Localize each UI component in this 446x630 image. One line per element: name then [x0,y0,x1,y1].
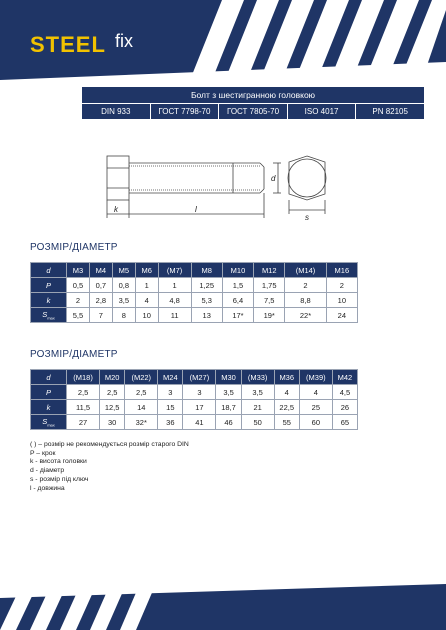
table-cell: 3,5 [216,385,241,400]
table-cell: 11 [158,308,191,323]
table-cell: 13 [191,308,222,323]
table-cell: 2 [285,278,326,293]
label-s: s [305,213,309,222]
table-row [31,308,358,323]
table-cell: 18,7 [216,400,241,415]
table-cell: 36 [158,415,183,430]
footer-band [0,584,446,630]
column-header: (M14) [285,263,326,278]
steelfix-logo [30,30,170,70]
table-cell: 21 [241,400,274,415]
table-cell: 4,8 [158,293,191,308]
table-cell: 4 [299,385,332,400]
table-cell: 26 [332,400,357,415]
label-k: k [114,205,118,214]
note-line: P – крок [30,449,56,457]
column-header: M24 [158,370,183,385]
product-title: Болт з шестигранною головкою [82,87,424,103]
table-cell: 12,5 [100,400,125,415]
table-cell: 14 [125,400,158,415]
table-cell: 11,5 [67,400,100,415]
table-cell: 22* [285,308,326,323]
corner-cell: d [31,263,67,278]
note-line: l - довжина [30,484,65,492]
column-header: M8 [191,263,222,278]
table-cell: 1 [158,278,191,293]
table-cell: 1,5 [222,278,253,293]
column-header: (M33) [241,370,274,385]
table-cell: 1,75 [254,278,285,293]
standard-label: DIN 933 [82,104,150,119]
row-label: P [31,278,67,293]
standard-label: ГОСТ 7798-70 [151,104,219,119]
standard-label: ГОСТ 7805-70 [219,104,287,119]
table-cell: 30 [100,415,125,430]
table-cell: 4,5 [332,385,357,400]
note-line: ( ) – розмір не рекомендується розмір старого DIN [30,441,189,448]
table-row [31,293,358,308]
row-label: $S_{max}$ [31,415,67,430]
column-header: (M27) [183,370,216,385]
table-row [31,415,358,430]
column-header: M10 [222,263,253,278]
table1-title: РОЗМІР/ДІАМЕТР [30,242,118,253]
table-cell: 10 [326,293,357,308]
table-cell: 41 [183,415,216,430]
footer-stripes [0,584,446,630]
table-header-row [31,263,358,278]
table-cell: 55 [274,415,299,430]
table-cell: 27 [67,415,100,430]
column-header: (M18) [67,370,100,385]
column-header: M16 [326,263,357,278]
table-cell: 0,8 [112,278,135,293]
table-cell: 2,5 [100,385,125,400]
table-cell: 2 [326,278,357,293]
table-cell: 4 [274,385,299,400]
row-label: k [31,293,67,308]
table-cell: 3,5 [241,385,274,400]
note-line: k - висота головки [30,458,87,466]
header-band [0,0,446,80]
column-header: M20 [100,370,125,385]
table-cell: 22,5 [274,400,299,415]
table-row [31,278,358,293]
table-cell: 5,3 [191,293,222,308]
table-cell: 0,5 [67,278,90,293]
column-header: (M22) [125,370,158,385]
row-label: k [31,400,67,415]
table-cell: 24 [326,308,357,323]
legend-notes [30,441,189,493]
table-cell: 3 [158,385,183,400]
table-cell: 50 [241,415,274,430]
column-header: M12 [254,263,285,278]
standards-row [82,104,424,119]
table-cell: 32* [125,415,158,430]
table-cell: 10 [135,308,158,323]
label-l: l [195,205,197,214]
table-cell: 7,5 [254,293,285,308]
table-row [31,400,358,415]
row-label: P [31,385,67,400]
column-header: M42 [332,370,357,385]
dimensions-table-2 [30,369,358,430]
table-cell: 19* [254,308,285,323]
table-cell: 4 [135,293,158,308]
table-cell: 5,5 [67,308,90,323]
corner-cell: d [31,370,67,385]
table-cell: 7 [89,308,112,323]
table-cell: 1 [135,278,158,293]
svg-text:STEEL: STEEL [30,32,106,57]
table-cell: 65 [332,415,357,430]
table-cell: 8 [112,308,135,323]
table-cell: 3 [183,385,216,400]
column-header: M5 [112,263,135,278]
column-header: M3 [67,263,90,278]
column-header: M6 [135,263,158,278]
table-cell: 17* [222,308,253,323]
table-cell: 46 [216,415,241,430]
table-cell: 17 [183,400,216,415]
table-cell: 25 [299,400,332,415]
column-header: (M7) [158,263,191,278]
note-line: s - розмір під ключ [30,475,89,483]
table-cell: 1,25 [191,278,222,293]
bolt-technical-drawing [95,148,355,228]
table-cell: 0,7 [89,278,112,293]
column-header: (M39) [299,370,332,385]
table-cell: 2,5 [67,385,100,400]
standard-label: PN 82105 [356,104,424,119]
column-header: M4 [89,263,112,278]
table2-title: РОЗМІР/ДІАМЕТР [30,349,118,360]
table-cell: 60 [299,415,332,430]
table-cell: 8,8 [285,293,326,308]
table-cell: 2,5 [125,385,158,400]
table-cell: 2 [67,293,90,308]
table-cell: 3,5 [112,293,135,308]
column-header: M36 [274,370,299,385]
row-label: $S_{max}$ [31,308,67,323]
label-d: d [271,174,276,183]
table-header-row [31,370,358,385]
svg-text:fix: fix [115,31,133,51]
column-header: M30 [216,370,241,385]
dimensions-table-1 [30,262,358,323]
table-cell: 15 [158,400,183,415]
standard-label: ISO 4017 [288,104,356,119]
note-line: d - діаметр [30,467,65,475]
table-cell: 2,8 [89,293,112,308]
table-row [31,385,358,400]
table-cell: 6,4 [222,293,253,308]
